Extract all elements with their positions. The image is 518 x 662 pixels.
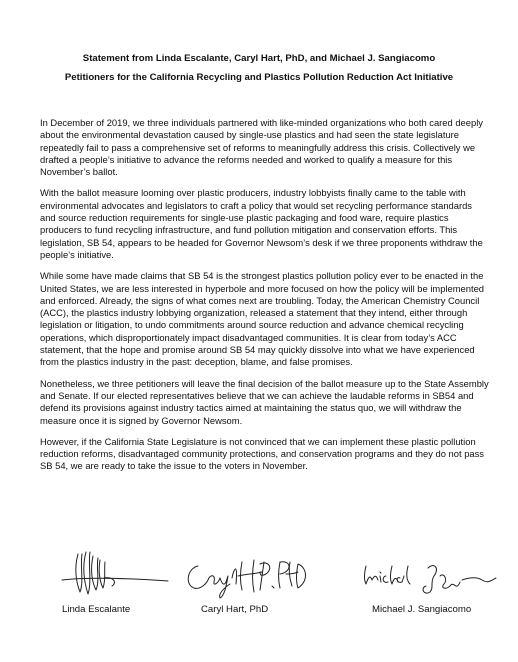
- signature-linda-escalante: [60, 548, 170, 606]
- signature-caryl-hart: [180, 554, 310, 602]
- signature-michael-sangiacomo: [360, 558, 500, 598]
- paragraph-3: While some have made claims that SB 54 is the strongest plastics pollution policy ever to be enacted in the United States, we are less interested in hyperbole and more focused on how the policy will be implemented and enforced. Already, the signs of what comes next are troubling. Today, the American Chemistry Council (ACC), the plastics industry lobbying organization, released a statement that they intend, either through legislation or litigation, to undo commitments around source reduction and advance chemical recycling operations, which disproportionately impact disadvantaged communities. It is clear from today’s ACC statement, that the hope and promise around SB 54 may quickly dissolve into what we have experienced from the plastics industry in the past: deception, blame, and false promises.: [40, 270, 484, 368]
- document-title: Statement from Linda Escalante, Caryl Hart, PhD, and Michael J. Sangiacomo: [82, 53, 436, 64]
- statement-body: [40, 117, 490, 482]
- paragraph-5: However, if the California State Legislature is not convinced that we can implement these plastic pollution reduction reforms, disadvantaged community protections, and conservation programs and they do not pass SB 54, we are ready to take the issue to the voters in November.: [40, 435, 484, 472]
- signatory-names: [0, 604, 518, 618]
- signatory-name-michael-sangiacomo: Michael J. Sangiacomo: [372, 604, 472, 615]
- document-subtitle: Petitioners for the California Recycling and Plastics Pollution Reduction Act Initiative: [64, 72, 454, 83]
- signatory-name-linda-escalante: Linda Escalante: [62, 604, 131, 615]
- signature-row: [40, 548, 500, 608]
- signature-linda-escalante-drawing: [60, 548, 170, 606]
- paragraph-1: In December of 2019, we three individuals partnered with like-minded organizations who both cared deeply about the environmental devastation caused by single-use plastics and had seen the state legislature repeatedly fail to pass a comprehensive set of reforms to meaningfully address this crisis. Collectively we drafted a people’s initiative to advance the reforms needed and worked to qualify a measure for this November’s ballot.: [40, 117, 483, 178]
- signature-michael-sangiacomo-drawing: [360, 558, 500, 598]
- signature-caryl-hart-drawing: [180, 554, 310, 602]
- paragraph-4: Nonetheless, we three petitioners will leave the final decision of the ballot measure up to the State Assembly and Senate. If our elected representatives believe that we can achieve the laudable reforms in SB54 and defend its provisions against industry tactics aimed at maintaining the status quo, we will withdraw the measure once it is signed by Governor Newsom.: [40, 377, 489, 426]
- paragraph-2: With the ballot measure looming over plastic producers, industry lobbyists finally came to the table with environmental advocates and legislators to craft a policy that would set recycling performance standards and source reduction requirements for single-use plastic packaging and food ware, require plastics producers to fund recycling infrastructure, and fund pollution mitigation and conservation efforts. This legislation, SB 54, appears to be headed for Governor Newsom’s desk if we three proponents withdraw the people’s initiative.: [40, 187, 483, 260]
- signatory-name-caryl-hart: Caryl Hart, PhD: [201, 604, 269, 615]
